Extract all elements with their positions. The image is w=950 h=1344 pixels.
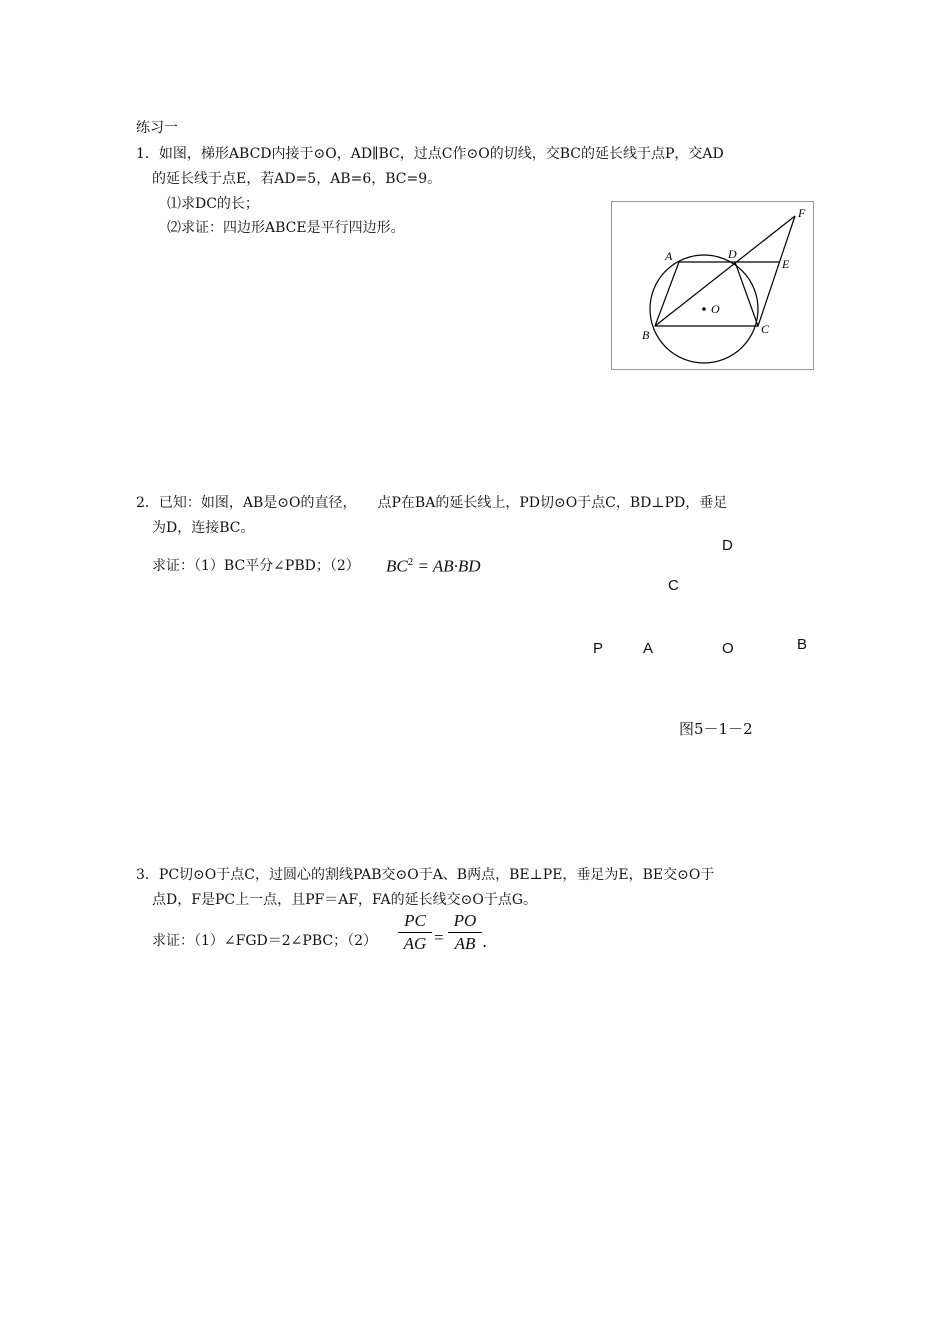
- q3-line1: 3．PC切⊙O于点C，过圆心的割线PAB交⊙O于A、B两点，BE⊥PE，垂足为E，BE交⊙O于: [136, 867, 715, 883]
- label-c: C: [761, 322, 770, 336]
- q3-fraction-2: [448, 911, 482, 954]
- label-b: B: [642, 328, 650, 342]
- q3-frac2-num: PO: [453, 911, 477, 930]
- q2-formula: [386, 553, 481, 576]
- label-d: D: [728, 247, 737, 261]
- tangent-cf: [758, 216, 795, 326]
- q2-figure-caption: 图5－1－2: [679, 720, 753, 738]
- q2-line1: 2．已知：如图，AB是⊙O的直径， 点P在BA的延长线上，PD切⊙O于点C，BD⊥PD，垂足: [136, 495, 728, 511]
- q3-fraction-1: [398, 911, 432, 954]
- q2-label-o: O: [722, 640, 734, 657]
- label-o: O: [711, 302, 720, 316]
- q3-equals: =: [434, 928, 444, 947]
- q1-line2: 的延长线于点E，若AD=5，AB=6，BC=9。: [152, 171, 442, 187]
- q3-frac1-num: PC: [404, 911, 426, 930]
- center-dot: [702, 307, 706, 311]
- q2-formula-exp: 2: [407, 556, 414, 568]
- q3-frac2-den: AB: [454, 934, 476, 953]
- q1-line1: 1．如图，梯形ABCD内接于⊙O，AD∥BC，过点C作⊙O的切线，交BC的延长线于点P，交AD: [136, 146, 724, 162]
- q2-label-p: P: [593, 640, 604, 657]
- q2-label-b: B: [797, 636, 808, 653]
- label-a: A: [665, 249, 673, 263]
- q3-end-dot: .: [482, 932, 488, 951]
- label-f: F: [798, 206, 806, 220]
- q2-formula-rhs: = AB·BD: [417, 556, 481, 576]
- section-title: 练习一: [136, 120, 178, 136]
- q3-frac1-den: AG: [403, 934, 427, 953]
- q2-label-d: D: [722, 537, 733, 554]
- q3-line2: 点D，F是PC上一点，且PF＝AF，FA的延长线交⊙O于点G。: [152, 892, 538, 908]
- q1-part1: ⑴求DC的长；: [167, 196, 259, 212]
- q2-line2: 为D，连接BC。: [152, 520, 255, 536]
- label-e: E: [782, 257, 790, 271]
- q3-frac2-bar: [448, 932, 482, 933]
- q1-figure: [611, 201, 814, 370]
- q2-prove-text: 求证：（1）BC平分∠PBD；（2）: [152, 558, 360, 574]
- q1-figure-diagram: [612, 202, 813, 369]
- q2-label-c: C: [668, 577, 679, 594]
- q1-part2: ⑵求证：四边形ABCE是平行四边形。: [167, 220, 405, 236]
- q3-frac1-bar: [398, 932, 432, 933]
- q2-label-a: A: [643, 640, 654, 657]
- q3-prove-text: 求证：（1）∠FGD＝2∠PBC；（2）: [152, 933, 377, 949]
- q2-formula-lhs: BC: [386, 556, 408, 576]
